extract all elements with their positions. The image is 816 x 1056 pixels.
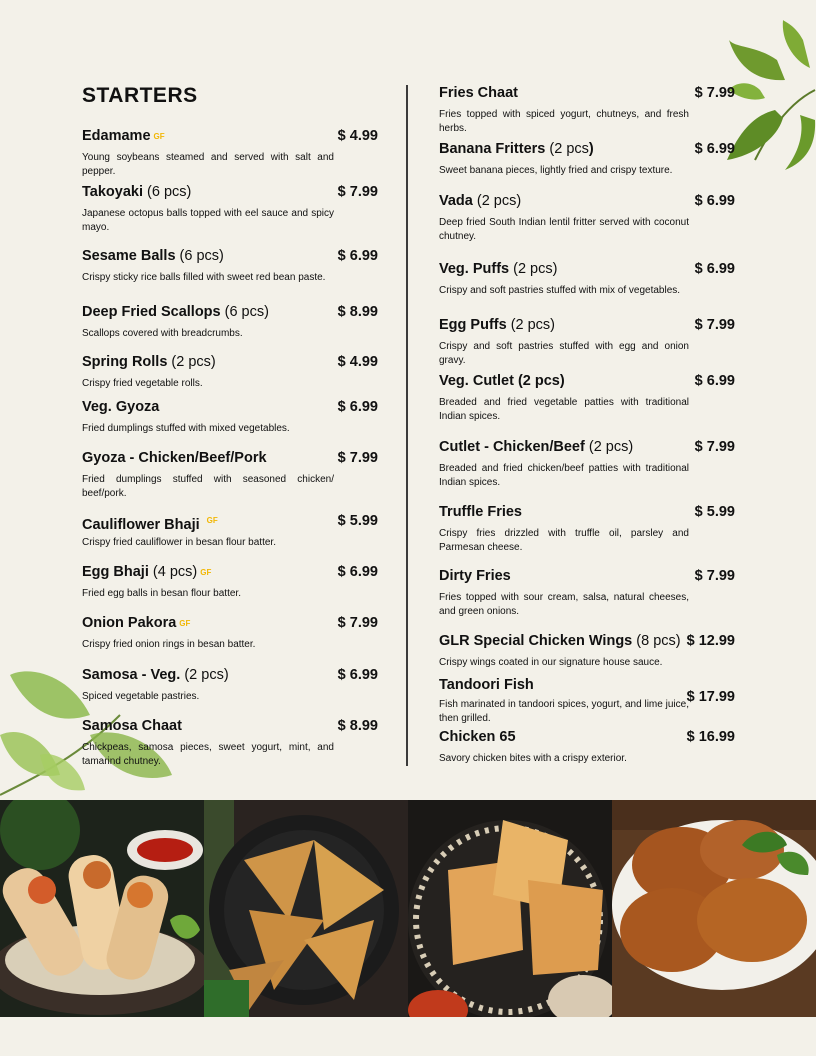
menu-item-chicken-65 <box>439 727 735 766</box>
menu-item-truffle-fries <box>439 502 735 555</box>
item-price: $ 5.99 <box>694 504 735 520</box>
item-price: $ 8.99 <box>337 718 378 734</box>
food-photo-strip <box>0 800 816 1017</box>
item-price: $ 4.99 <box>337 354 378 370</box>
spring-rolls-photo <box>0 800 204 1017</box>
item-name: Chicken 65 <box>439 729 516 745</box>
item-description: Crispy sticky rice balls filled with sweet red bean paste. <box>82 272 326 283</box>
item-name: Egg Bhaji <box>82 564 149 580</box>
item-description: Crispy wings coated in our signature house sauce. <box>439 657 663 668</box>
item-price: $ 6.99 <box>337 667 378 683</box>
gluten-free-badge: GF <box>179 619 191 628</box>
item-name: Tandoori Fish <box>439 677 534 693</box>
gluten-free-badge: GF <box>153 132 165 141</box>
item-quantity: (2 pcs) <box>167 354 216 370</box>
item-name: Gyoza - Chicken/Beef/Pork <box>82 450 267 466</box>
menu-item-veg-gyoza <box>82 397 378 436</box>
item-description: Fish marinated in tandoori spices, yogurt, and lime juice, then grilled. <box>439 699 689 724</box>
item-quantity: (2 pcs) <box>472 193 522 209</box>
item-quantity: (2 pcs <box>545 141 589 157</box>
item-name: Onion Pakora <box>82 615 177 631</box>
gluten-free-badge: GF <box>200 568 212 577</box>
item-price: $ 7.99 <box>694 317 735 333</box>
item-price: $ 17.99 <box>686 689 735 705</box>
menu-item-samosa-chaat <box>82 716 378 769</box>
item-price: $ 6.99 <box>694 261 735 277</box>
item-price: $ 5.99 <box>337 513 378 529</box>
item-quantity: (6 pcs) <box>220 304 269 320</box>
item-quantity: (6 pcs) <box>175 248 224 264</box>
item-price: $ 6.99 <box>337 248 378 264</box>
item-price: $ 7.99 <box>694 85 735 101</box>
item-quantity-close: ) <box>588 141 594 157</box>
item-price: $ 7.99 <box>337 450 378 466</box>
item-price: $ 6.99 <box>337 399 378 415</box>
menu-item-dirty-fries <box>439 566 735 619</box>
item-description: Chickpeas, samosa pieces, sweet yogurt, mint, and tamarind chutney. <box>82 742 334 767</box>
menu-item-edamame <box>82 126 378 179</box>
column-divider <box>406 85 408 766</box>
menu-item-cutlet-meat <box>439 437 735 490</box>
item-description: Spiced vegetable pastries. <box>82 691 200 702</box>
item-description: Crispy fries drizzled with truffle oil, parsley and Parmesan cheese. <box>439 528 689 553</box>
item-name: Edamame <box>82 128 151 144</box>
item-quantity: (4 pcs) <box>148 564 198 580</box>
item-price: $ 6.99 <box>337 564 378 580</box>
menu-item-vada <box>439 191 735 244</box>
menu-item-takoyaki <box>82 182 378 235</box>
item-name: Cauliflower Bhaji <box>82 517 200 533</box>
item-price: $ 6.99 <box>694 373 735 389</box>
item-price: $ 7.99 <box>694 568 735 584</box>
menu-item-gyoza-meat <box>82 448 378 501</box>
item-price: $ 8.99 <box>337 304 378 320</box>
item-name: Fries Chaat <box>439 85 518 101</box>
section-title: STARTERS <box>82 84 198 107</box>
menu-item-chicken-wings <box>439 631 735 670</box>
menu-item-sesame-balls <box>82 246 378 285</box>
item-name: Banana Fritters <box>439 141 546 157</box>
item-name: Samosa Chaat <box>82 718 182 734</box>
item-description: Deep fried South Indian lentil fritter served with coconut chutney. <box>439 217 689 242</box>
item-name: Veg. Cutlet (2 pcs) <box>439 373 565 389</box>
item-description: Breaded and fried chicken/beef patties with traditional Indian spices. <box>439 463 689 488</box>
item-price: $ 6.99 <box>694 141 735 157</box>
item-description: Young soybeans steamed and served with salt and pepper. <box>82 152 334 177</box>
item-price: $ 7.99 <box>694 439 735 455</box>
item-name: Spring Rolls <box>82 354 168 370</box>
menu-item-banana-fritters <box>439 139 735 178</box>
item-description: Breaded and fried vegetable patties with traditional Indian spices. <box>439 397 689 422</box>
item-name: Vada <box>439 193 473 209</box>
menu-item-egg-puffs <box>439 315 735 368</box>
item-quantity: (2 pcs) <box>584 439 634 455</box>
item-name: Takoyaki <box>82 184 143 200</box>
item-description: Fried dumplings stuffed with mixed vegetables. <box>82 423 290 434</box>
item-quantity: (2 pcs) <box>506 317 556 333</box>
item-quantity: (6 pcs) <box>143 184 192 200</box>
samosa-photo <box>204 800 408 1017</box>
item-description: Fried dumplings stuffed with seasoned chicken/ beef/pork. <box>82 474 334 499</box>
item-name: Dirty Fries <box>439 568 511 584</box>
item-price: $ 7.99 <box>337 615 378 631</box>
item-name: Egg Puffs <box>439 317 507 333</box>
item-quantity: (8 pcs) <box>632 633 681 649</box>
puff-pastry-photo <box>408 800 612 1017</box>
item-price: $ 16.99 <box>686 729 735 745</box>
item-description: Fries topped with spiced yogurt, chutneys, and fresh herbs. <box>439 109 689 134</box>
item-name: Veg. Puffs <box>439 261 510 277</box>
item-description: Scallops covered with breadcrumbs. <box>82 328 243 339</box>
item-price: $ 4.99 <box>337 128 378 144</box>
item-price: $ 7.99 <box>337 184 378 200</box>
item-description: Savory chicken bites with a crispy exterior. <box>439 753 627 764</box>
item-description: Crispy fried vegetable rolls. <box>82 378 203 389</box>
item-description: Sweet banana pieces, lightly fried and crispy texture. <box>439 165 673 176</box>
item-description: Crispy and soft pastries stuffed with egg and onion gravy. <box>439 341 689 366</box>
item-name: Sesame Balls <box>82 248 176 264</box>
item-description: Fries topped with sour cream, salsa, natural cheeses, and green onions. <box>439 592 689 617</box>
menu-item-egg-bhaji <box>82 562 378 601</box>
menu-item-veg-cutlet <box>439 371 735 424</box>
menu-item-deep-fried-scallops <box>82 302 378 341</box>
menu-item-spring-rolls <box>82 352 378 391</box>
item-description: Crispy fried cauliflower in besan flour batter. <box>82 537 276 548</box>
item-description: Crispy fried onion rings in besan batter. <box>82 639 256 650</box>
menu-item-fries-chaat <box>439 83 735 136</box>
menu-item-veg-puffs <box>439 259 735 298</box>
menu-item-samosa-veg <box>82 665 378 704</box>
menu-item-tandoori-fish <box>439 675 735 726</box>
menu-item-onion-pakora <box>82 613 378 652</box>
item-name: GLR Special Chicken Wings <box>439 633 633 649</box>
item-name: Cutlet - Chicken/Beef <box>439 439 585 455</box>
item-quantity: (2 pcs) <box>509 261 558 277</box>
item-description: Japanese octopus balls topped with eel sauce and spicy mayo. <box>82 208 334 233</box>
gluten-free-badge: GF <box>206 516 218 525</box>
item-price: $ 6.99 <box>694 193 735 209</box>
item-description: Fried egg balls in besan flour batter. <box>82 588 241 599</box>
item-name: Samosa - Veg. <box>82 667 181 683</box>
cutlet-photo <box>612 800 816 1017</box>
menu-item-cauliflower-bhaji <box>82 511 378 550</box>
item-name: Deep Fried Scallops <box>82 304 221 320</box>
item-name: Veg. Gyoza <box>82 399 160 415</box>
item-quantity: (2 pcs) <box>180 667 229 683</box>
item-price: $ 12.99 <box>686 633 735 649</box>
item-name: Truffle Fries <box>439 504 522 520</box>
item-description: Crispy and soft pastries stuffed with mix of vegetables. <box>439 285 681 296</box>
